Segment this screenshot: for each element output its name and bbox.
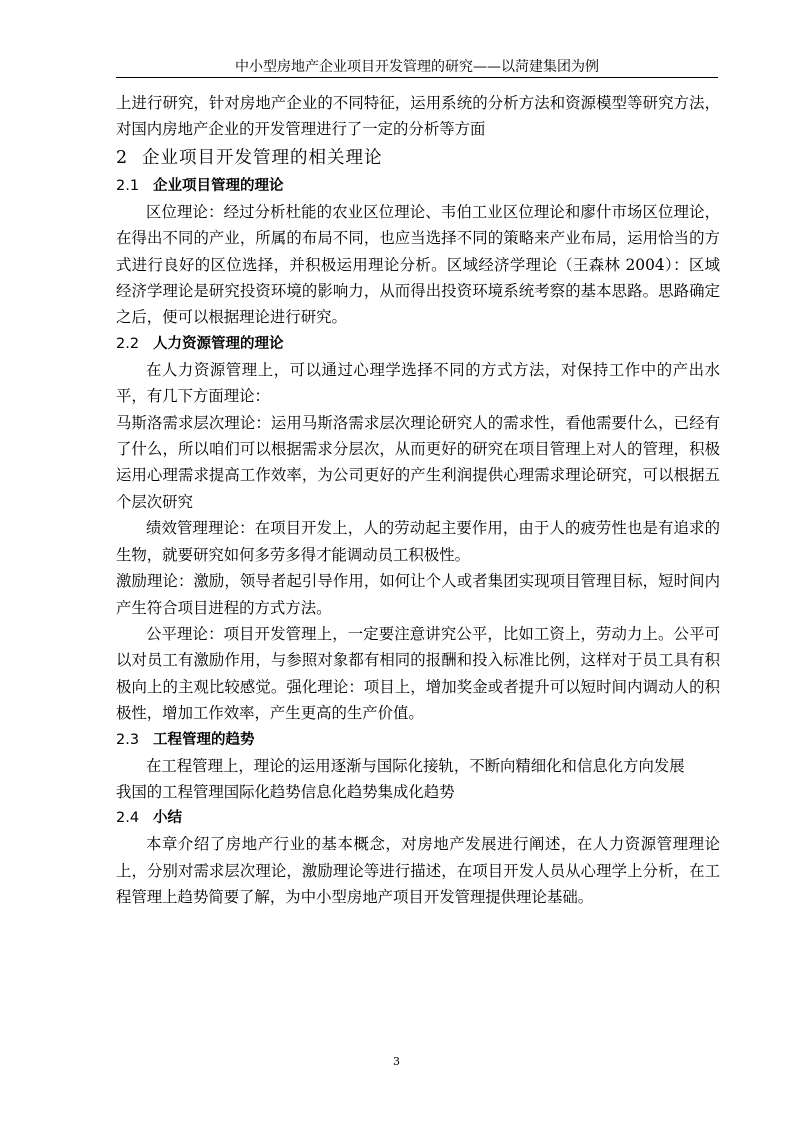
section-heading-2-4	[116, 805, 720, 831]
section-title: 企业项目管理的理论	[153, 177, 284, 194]
page-body	[116, 90, 720, 911]
section-number: 2.4	[116, 810, 140, 827]
section-number: 2.3	[116, 731, 140, 748]
paragraph-engineering-trend: 在工程管理上，理论的运用逐渐与国际化接轨，不断向精细化和信息化方向发展	[146, 756, 685, 775]
intro-paragraph: 上进行研究，针对房地产企业的不同特征，运用系统的分析方法和资源模型等研究方法，对国内房地产企业的开发管理进行了一定的分析等方面	[116, 94, 720, 139]
paragraph-engineering-trends-list: 我国的工程管理国际化趋势信息化趋势集成化趋势	[116, 782, 455, 801]
chapter-title: 企业项目开发管理的相关理论	[142, 147, 383, 168]
paragraph-summary: 本章介绍了房地产行业的基本概念，对房地产发展进行阐述，在人力资源管理理论上，分别对需求层次理论，激励理论等进行描述，在项目开发人员从心理学上分析，在工程管理上趋势简要了解，为中小型房地产项目开发管理提供理论基础。	[116, 835, 720, 907]
section-title: 人力资源管理的理论	[153, 335, 284, 352]
section-heading-2-3	[116, 727, 720, 753]
section-number: 2.2	[116, 335, 140, 352]
paragraph-equity: 公平理论：项目开发管理上，一定要注意讲究公平，比如工资上，劳动力上。公平可以对员工有激励作用，与参照对象都有相同的报酬和投入标准比例，这样对于员工具有积极向上的主观比较感觉。强化理论：项目上，增加奖金或者提升可以短时间内调动人的积极性，增加工作效率，产生更高的生产价值。	[116, 624, 720, 723]
paragraph-incentive: 激励理论：激励，领导者起引导作用，如何让个人或者集团实现项目管理目标，短时间内产生符合项目进程的方式方法。	[116, 572, 720, 617]
page-number: 3	[393, 1055, 400, 1068]
chapter-heading	[116, 144, 720, 173]
paragraph-hr-intro: 在人力资源管理上，可以通过心理学选择不同的方式方法，对保持工作中的产出水平，有几下方面理论：	[116, 360, 720, 406]
chapter-number: 2	[116, 147, 128, 168]
section-title: 工程管理的趋势	[153, 731, 255, 748]
section-heading-2-1	[116, 173, 720, 199]
header-rule	[116, 77, 718, 78]
section-number: 2.1	[116, 177, 140, 194]
section-title: 小结	[153, 810, 182, 827]
paragraph-location-theory: 区位理论：经过分析杜能的农业区位理论、韦伯工业区位理论和廖什市场区位理论，在得出不同的产业，所属的布局不同，也应当选择不同的策略来产业布局，运用恰当的方式进行良好的区位选择，并积极运用理论分析。区域经济学理论（王森林 2004）：区域经济学理论是研究投资环境的影响力，从而得出投资环境系统考察的基本思路。思路确定之后，便可以根据理论进行研究。	[116, 202, 720, 327]
paragraph-maslow: 马斯洛需求层次理论：运用马斯洛需求层次理论研究人的需求性，看他需要什么，已经有了什么，所以咱们可以根据需求分层次，从而更好的研究在项目管理上对人的管理，积极运用心理需求提高工作效率，为公司更好的产生利润提供心理需求理论研究，可以根据五个层次研究	[116, 413, 720, 511]
section-heading-2-2	[116, 331, 720, 357]
paragraph-performance: 绩效管理理论：在项目开发上，人的劳动起主要作用，由于人的疲劳性也是有追求的生物，就要研究如何多劳多得才能调动员工积极性。	[116, 519, 720, 564]
running-header: 中小型房地产企业项目开发管理的研究——以菏建集团为例	[235, 59, 599, 75]
